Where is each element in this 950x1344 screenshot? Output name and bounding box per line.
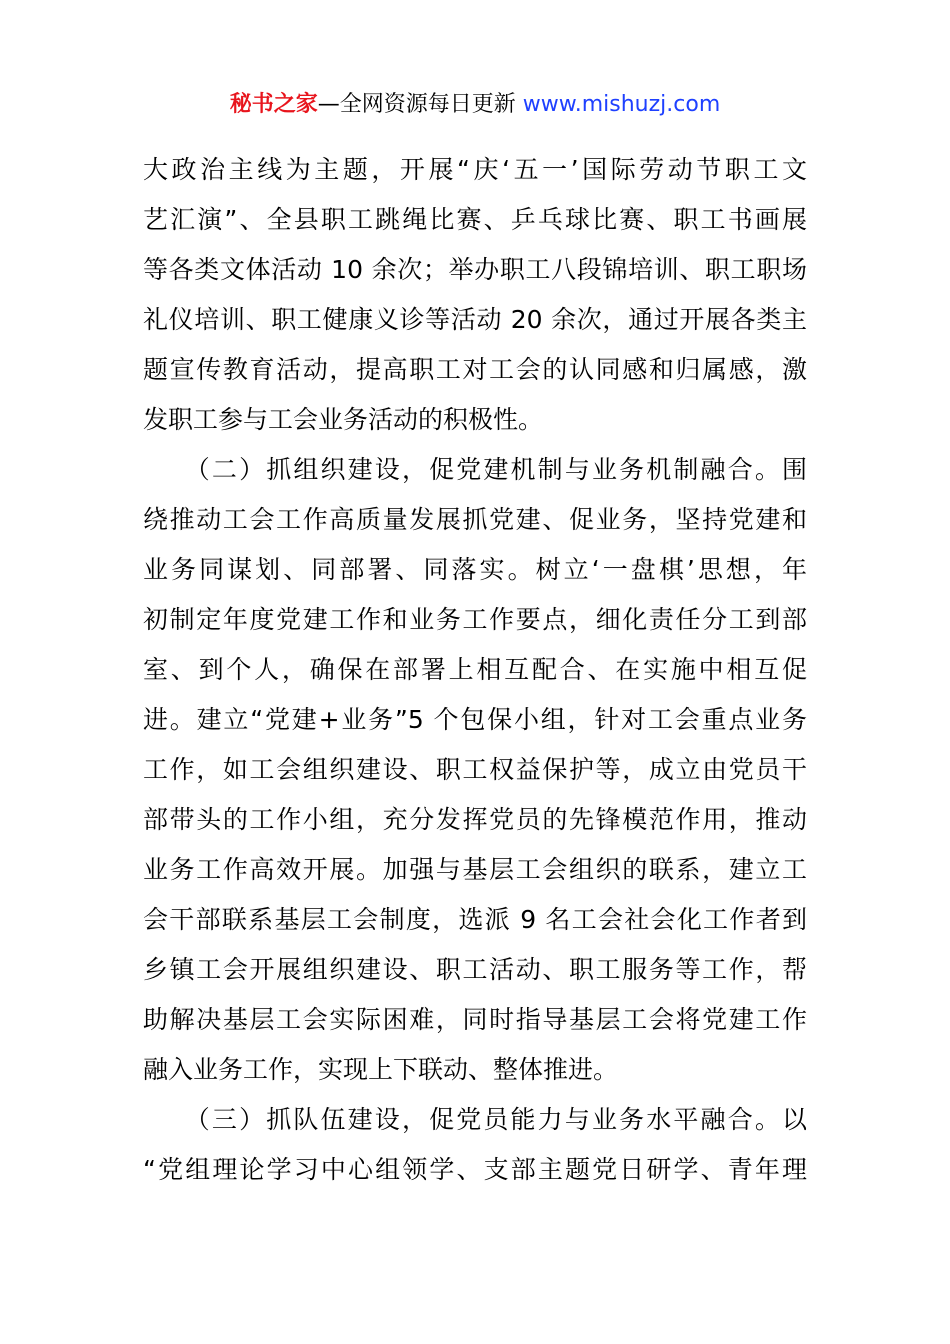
text-line: “党组理论学习中心组领学、支部主题党日研学、青年理 <box>143 1155 807 1184</box>
text-line: 绕推动工会工作高质量发展抓党建、促业务，坚持党建和 <box>143 505 807 534</box>
text-line: 礼仪培训、职工健康义诊等活动 20 余次，通过开展各类主 <box>143 305 807 334</box>
site-tagline: —全网资源每日更新 <box>317 92 523 117</box>
text-line: 初制定年度党建工作和业务工作要点，细化责任分工到部 <box>143 605 807 634</box>
site-url-link[interactable]: www.mishuzj.com <box>522 92 721 117</box>
document-body <box>143 145 807 1195</box>
text-line: 业务工作高效开展。加强与基层工会组织的联系，建立工 <box>143 855 807 884</box>
paragraph-end-line: 发职工参与工会业务活动的积极性。 <box>143 405 544 434</box>
text-line: 工作，如工会组织建设、职工权益保护等，成立由党员干 <box>143 755 807 784</box>
text-line: 助解决基层工会实际困难，同时指导基层工会将党建工作 <box>143 1005 807 1034</box>
section-heading-line: （二）抓组织建设，促党建机制与业务机制融合。围 <box>143 455 807 484</box>
section-heading-line: （三）抓队伍建设，促党员能力与业务水平融合。以 <box>143 1105 807 1134</box>
text-line: 会干部联系基层工会制度，选派 9 名工会社会化工作者到 <box>143 905 807 934</box>
text-line: 室、到个人，确保在部署上相互配合、在实施中相互促 <box>143 655 807 684</box>
text-line: 部带头的工作小组，充分发挥党员的先锋模范作用，推动 <box>143 805 807 834</box>
site-header <box>0 88 950 122</box>
site-brand: 秘书之家 <box>229 92 318 117</box>
text-line: 乡镇工会开展组织建设、职工活动、职工服务等工作，帮 <box>143 955 807 984</box>
text-line: 大政治主线为主题，开展“庆‘五一’国际劳动节职工文 <box>143 155 807 184</box>
text-line: 等各类文体活动 10 余次；举办职工八段锦培训、职工职场 <box>143 255 807 284</box>
paragraph-end-line: 融入业务工作，实现上下联动、整体推进。 <box>143 1055 619 1084</box>
text-line: 题宣传教育活动，提高职工对工会的认同感和归属感，激 <box>143 355 807 384</box>
text-line: 业务同谋划、同部署、同落实。树立‘一盘棋’思想，年 <box>143 555 807 584</box>
text-line: 进。建立“党建+业务”5 个包保小组，针对工会重点业务 <box>143 705 807 734</box>
text-line: 艺汇演”、全县职工跳绳比赛、乒乓球比赛、职工书画展 <box>143 205 807 234</box>
